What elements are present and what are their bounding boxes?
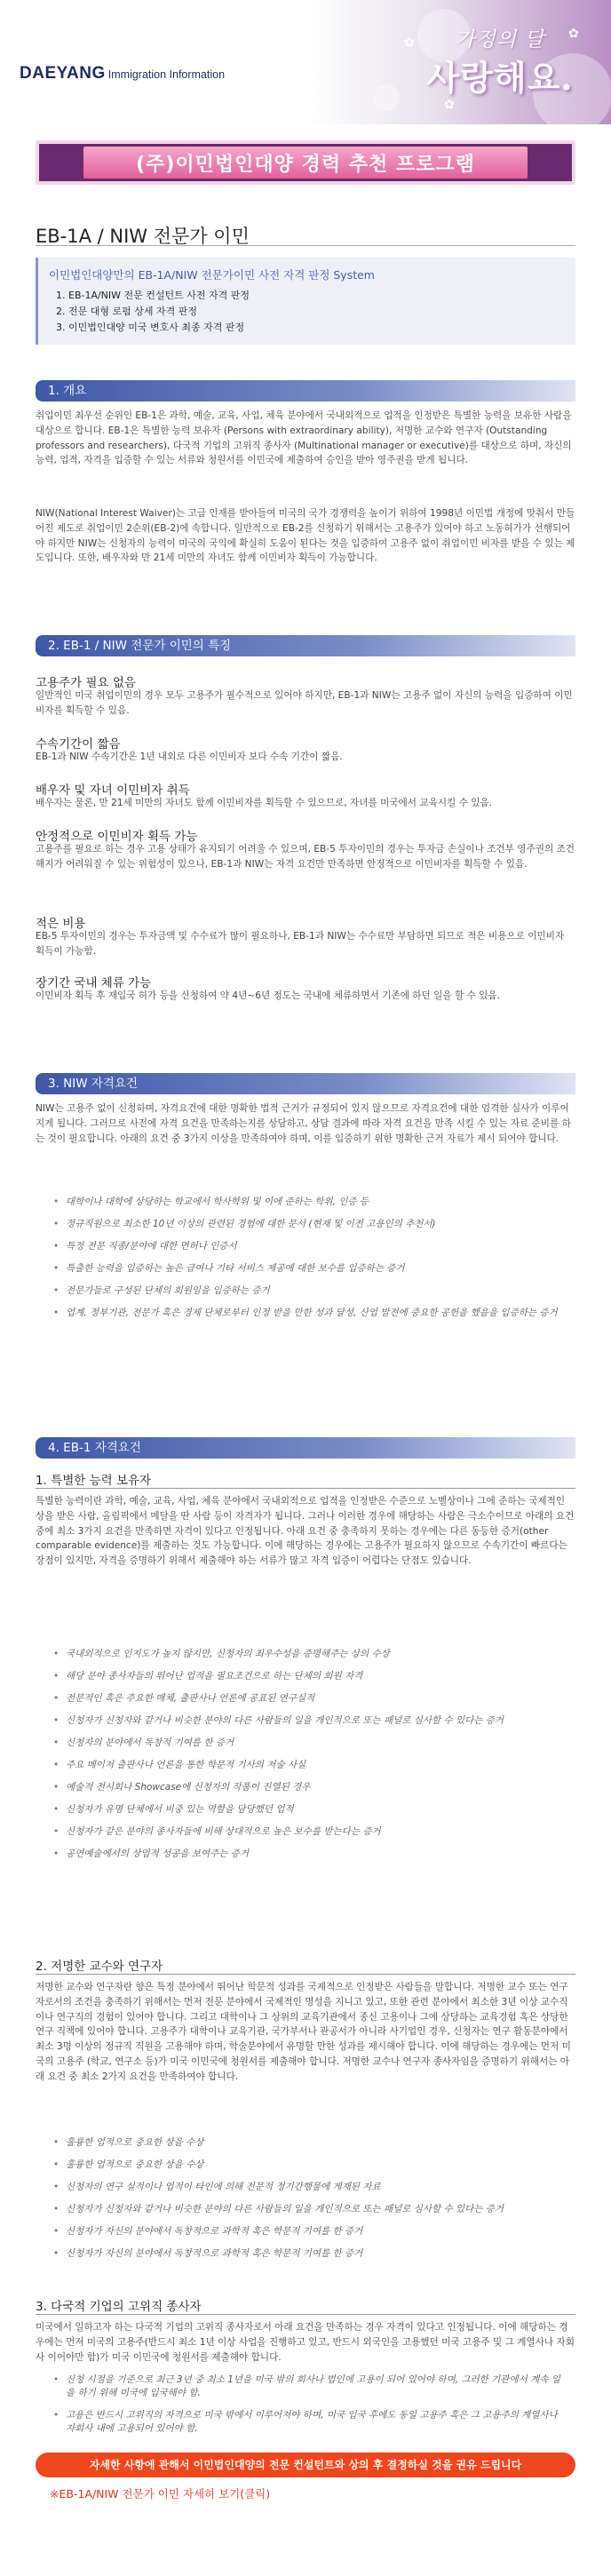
list-item: • 신청자의 분야에서 독창적 기여를 한 증거 — [53, 1737, 567, 1750]
eb1-professor-criteria — [53, 2136, 567, 2270]
eb1-paragraph: 특별한 능력이란 과학, 예술, 교육, 사업, 체육 분야에서 국내외적으로 업적을 인정받은 수준으로 노벨상이나 그에 준하는 국제적인 상을 받은 사람, 올림픽에서 메달을 딴 사람 등이 자격자가 됩니다. 그러나 이러한 경우에 해당하는 사람은 극소수이므로 아래의 요건 중에 최소 3가지 요건을 만족하면 자격이 있다고 인정됩니다. 아래 요건 중 충족하지 못하는 경우에는 다른 동등한 증거(other comparable evidence)를 제출하는 것도 가능합니다. 이에 해당하는 경우에는 고용주가 필요하지 않으므로 수속기간이 빠르다는 장점이 있지만, 자격을 증명하기 위해서 제출해야 하는 서류가 많고 자격 입증이 어렵다는 단점도 있습니다. — [36, 1496, 575, 1567]
list-item: • 전문가들로 구성된 단체의 회원임을 입증하는 증거 — [53, 1284, 567, 1298]
system-box — [36, 258, 575, 345]
eb1-subtitle: 2. 저명한 교수와 연구자 — [36, 1960, 163, 1974]
subtitle-divider — [36, 1974, 575, 1975]
eb1-paragraph: 저명한 교수와 연구자란 향은 특정 분야에서 뛰어난 학문적 성과를 국제적으로 인정받은 사람들을 말합니다. 저명한 교수 또는 연구자로서의 조건을 충족하기 위해서는 먼저 전문 분야에서 국제적인 명성을 지니고 있고, 또한 관련 분야에서 최소한 3년 이상 교수직이나 연구직의 경험이 있어야 합니다. 그리고 대학이나 그 상위의 교육기관에서 종신 고용이나 그에 상당하는 교육경험 혹은 상당한 연구 직책에 있어야 합니다. 고용주가 대학이나 교육기관, 국가부서나 관공서가 아니라 사기업인 경우, 신청자는 연구 활동분야에서 최소 3명 이상의 정규직 직원을 고용해야 하며, 학술분야에서 유명할 만한 성과를 제시해야 합니다. 이에 해당하는 경우에는 먼저 미국의 고용주 (학교, 연구소 등)가 미국 이민국에 청원서를 제출해야 합니다. 저명한 교수나 연구자 종사자임을 증명하기 위해서는 아래 요건 중 최소 2가지 요건을 만족하여야 합니다. — [36, 1982, 571, 2082]
banner-title: (주)이민법인대양 경력 추천 프로그램 — [136, 153, 475, 176]
list-item: • 훌륭한 업적으로 중요한 상을 수상 — [53, 2136, 567, 2150]
section-header-eb1: 4. EB-1 자격요건 — [36, 1437, 575, 1459]
flower-icon: ✿ — [568, 27, 579, 41]
list-item: • 국내외적으로 인지도가 높지 않지만, 신청자의 최우수성을 증명해주는 상의 수상 — [53, 1648, 567, 1661]
list-item: • 신청자의 연구 실적이나 업적이 타인에 의해 전문적 정기간행물에 게재된 자료 — [53, 2181, 567, 2194]
section-header-features: 2. EB-1 / NIW 전문가 이민의 특징 — [36, 635, 575, 656]
feature-text: 배우자는 물론, 만 21세 미만의 자녀도 함께 이민비자를 획득할 수 있으므로, 자녀를 미국에서 교육시킬 수 있음. — [36, 798, 493, 808]
list-item: • 업계, 정부기관, 전문가 혹은 경제 단체로부터 인정 받을 만한 성과 달성, 산업 발전에 중요한 공헌을 했음을 입증하는 증거 — [53, 1307, 567, 1320]
feature-text: EB-1과 NIW 수속기간은 1년 내외로 다른 이민비자 보다 수속 기간이 짧음. — [36, 751, 343, 762]
feature-text: EB-5 투자이민의 경우는 투자금액 및 수수료가 많이 필요하나, EB-1과 NIW는 수수료만 부담하면 되므로 적은 비용으로 이민비자 획득이 가능함. — [36, 931, 565, 957]
company-logo[interactable] — [20, 64, 286, 85]
system-steps — [49, 288, 565, 336]
list-item: • 정규직원으로 최소한 10년 이상의 관련된 경험에 대한 문서 (현재 및 이전 고용인의 추천서) — [53, 1218, 567, 1231]
list-item: • 대학이나 대학에 상당하는 학교에서 학사학위 및 이에 준하는 학위, 인증 등 — [53, 1196, 567, 1209]
feature-text: 일반적인 미국 취업이민의 경우 모두 고용주가 필수적으로 있어야 하지만, EB-1과 NIW는 고용주 없이 자신의 능력을 입증하여 이민비자를 획득할 수 있음. — [36, 690, 573, 716]
list-item: • 신청자가 신청자와 같거나 비슷한 분야의 다른 사람들의 일을 개인적으로 또는 패널로 심사할 수 있다는 증거 — [53, 2203, 567, 2216]
system-step: 2. 전문 대형 로펌 상세 자격 판정 — [56, 306, 197, 317]
logo-brand: DAEYANG — [20, 64, 106, 83]
section-header-niw: 3. NIW 자격요건 — [36, 1073, 575, 1094]
list-item: • 전문적인 혹은 주요한 매체, 출판사나 언론에 공표된 연구실적 — [53, 1692, 567, 1705]
list-item: • 신청 시점을 기준으로 최근 3년 중 최소 1년을 미국 밖의 회사나 법인에 고용이 되어 있어야 하며, 그러한 기관에서 계속 일을 하기 위해 미국에 입국해야 함. — [53, 2373, 567, 2400]
list-item: • 신청자가 신청자와 같거나 비슷한 분야의 다른 사람들의 일을 개인적으로 또는 패널로 심사할 수 있다는 증거 — [53, 1714, 567, 1728]
decor-circle — [373, 84, 400, 111]
niw-intro: NIW는 고용주 없이 신청하며, 자격요건에 대한 명확한 법적 근거가 규정되어 있지 않으므로 자격요건에 대한 엄격한 심사가 이루어지게 됩니다. 그러므로 사전에 자격 요건을 만족하는지를 상담하고, 상담 결과에 따라 자격 요건을 만족 시킬 수 있는 자료 준비를 하는 것이 필요합니다. 아래의 요건 중 3가지 이상을 만족하여야 하며, 이를 입증하기 위한 명확한 근거 자료가 제시 되어야 합니다. — [36, 1103, 571, 1144]
feature-title: 안정적으로 이민비자 획득 가능 — [36, 830, 198, 844]
section-header-overview: 1. 개요 — [36, 380, 575, 402]
feature-title: 고용주가 필요 없음 — [36, 676, 136, 690]
feature-title: 수속기간이 짧음 — [36, 737, 121, 751]
overview-paragraph: 취업이민 최우선 순위인 EB-1은 과학, 예술, 교육, 사업, 체육 분야에서 국내외적으로 업적을 인정받은 특별한 능력을 보유한 사람을 대상으로 합니다. EB-1은 특별한 능력 보유자 (Persons with extraordinary ability), 저명한 교수와 연구자 (Outstanding professors and researchers), 다국적 기업의 고위직 종사자 (Multinational manager or executive)를 대상으로 하며, 자신의 능력, 업적, 자격을 입증할 수 있는 서류와 청원서를 이민국에 제출하여 승인을 받아 영주권을 받게 됩니다. — [36, 410, 572, 466]
system-title: 이민법인대양만의 EB-1A/NIW 전문가이민 사전 자격 판정 System — [49, 268, 375, 282]
page-header — [0, 0, 611, 124]
list-item: • 신청자가 유명 단체에서 비중 있는 역할을 담당했던 업적 — [53, 1803, 567, 1817]
list-item: • 신청자가 자신의 분야에서 독창적으로 과학적 혹은 학문적 기여를 한 증거 — [53, 2225, 567, 2238]
slogan-line2: 사랑해요. — [426, 58, 574, 98]
list-item: • 신청자가 같은 분야의 종사자들에 비해 상대적으로 높은 보수를 받는다는 증거 — [53, 1825, 567, 1839]
list-item: • 신청자가 자신의 분야에서 독창적으로 과학적 혹은 학문적 기여를 한 증거 — [53, 2247, 567, 2261]
detail-link[interactable]: ※EB-1A/NIW 전문가 이민 자세히 보기(클릭) — [50, 2487, 271, 2500]
niw-requirements — [53, 1196, 567, 1329]
program-banner — [36, 140, 575, 185]
system-step: 3. 이민법인대양 미국 변호사 최종 자격 판정 — [56, 322, 245, 333]
eb1-extraordinary-criteria — [53, 1648, 567, 1870]
flower-icon: ✿ — [444, 98, 455, 112]
eb1-manager-criteria — [53, 2373, 567, 2445]
eb1-paragraph: 미국에서 일하고자 하는 다국적 기업의 고위직 종사자로서 아래 요건을 만족하는 경우 자격이 있다고 인정됩니다. 이에 해당하는 경우에는 먼저 미국의 고용주(반드시 최소 1년 이상 사업을 진행하고 있고, 반드시 외국인을 고용했던 미국 고용주 및 그 계열사나 자회사 이어야만 함)가 미국 이민국에 청원서를 제출해야 합니다. — [36, 2322, 575, 2363]
overview-paragraph: NIW(National Interest Waiver)는 고급 인재를 받아들여 미국의 국가 경쟁력을 높이기 위하여 1998년 이민법 개정에 맞춰서 만들어진 제도로 취업이민 2순위(EB-2)에 속합니다. 일반적으로 EB-2를 신청하기 위해서는 고용주가 있어야 하고 노동허가가 선행되어야 하지만 NIW는 신청자의 능력이 미국의 국익에 확실히 도움이 된다는 것을 입증하여 고용주 없이 취업이민 비자를 받을 수 있는 제도입니다. 또한, 배우자와 만 21세 미만의 자녀도 함께 이민비자 획득이 가능합니다. — [36, 508, 575, 564]
list-item: • 훌륭한 업적으로 중요한 상을 수상 — [53, 2159, 567, 2172]
title-divider — [36, 245, 575, 246]
logo-subtitle: Immigration Information — [107, 68, 226, 81]
list-item: • 특정 전문 직종/분야에 대한 면허나 인증서 — [53, 1240, 567, 1253]
consult-banner: 자세한 사항에 관해서 이민법인대양의 전문 컨설턴트와 상의 후 결정하실 것을 권유 드립니다 — [36, 2453, 575, 2477]
feature-title: 적은 비용 — [36, 917, 86, 931]
list-item: • 예술적 전시회나 Showcase에 신청자의 작품이 진열된 경우 — [53, 1781, 567, 1794]
banner-inner — [83, 147, 528, 179]
eb1-subtitle: 1. 특별한 능력 보유자 — [36, 1474, 152, 1488]
subtitle-divider — [36, 2314, 575, 2315]
list-item: • 공연예술에서의 상업적 성공을 보여주는 증거 — [53, 1848, 567, 1861]
system-step: 1. EB-1A/NIW 전문 컨설턴트 사전 자격 판정 — [56, 290, 250, 301]
feature-title: 배우자 및 자녀 이민비자 취득 — [36, 783, 190, 798]
eb1-subtitle: 3. 다국적 기업의 고위직 종사자 — [36, 2300, 202, 2314]
list-item: • 주요 메이저 출판사나 언론을 통한 학문적 기사의 저술 사실 — [53, 1759, 567, 1772]
list-item: • 특출한 능력을 입증하는 높은 급여나 기타 서비스 제공에 대한 보수를 입증하는 증거 — [53, 1262, 567, 1276]
slogan-line1: 가정의 달 — [455, 28, 545, 52]
page-title: EB-1A / NIW 전문가 이민 — [36, 226, 250, 247]
feature-text: 이민비자 획득 후 재입국 허가 등을 신청하여 약 4년~6년 정도는 국내에 체류하면서 기존에 하던 일을 할 수 있음. — [36, 990, 501, 1001]
feature-title: 장기간 국내 체류 가능 — [36, 976, 152, 990]
flower-icon: ✿ — [404, 36, 415, 50]
feature-text: 고용주를 필요로 하는 경우 고용 상태가 유지되기 어려울 수 있으며, EB-5 투자이민의 경우는 투자금 손실이나 조건부 영주권의 조건 해지가 어려워질 수 있는 위험성이 있으나, EB-1과 NIW는 자격 요건만 만족하면 안정적으로 이민비자를 획득할 수 있음. — [36, 844, 575, 870]
subtitle-divider — [36, 1488, 575, 1489]
list-item: • 고용은 반드시 고위직의 자격으로 미국 밖에서 이루어져야 하며, 미국 입국 후에도 동일 고용주 혹은 그 고용주의 계열사나 자회사 내에 고용되어 있어야 함. — [53, 2409, 567, 2436]
header-slogan — [425, 23, 575, 103]
list-item: • 해당 분야 종사자들의 뛰어난 업적을 필요조건으로 하는 단체의 회원 자격 — [53, 1670, 567, 1683]
